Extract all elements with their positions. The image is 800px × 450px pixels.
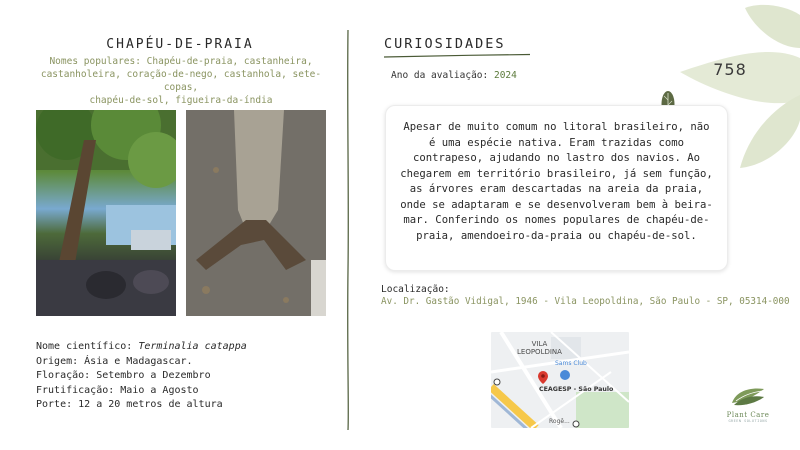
plant-care-logo: [718, 385, 778, 423]
map-poi: Sams Club: [555, 360, 587, 367]
location-map[interactable]: [491, 332, 629, 428]
location-label: Localização:: [381, 284, 450, 295]
logo-name: Plant Care: [726, 411, 770, 419]
size: Porte: 12 a 20 metros de altura: [36, 399, 223, 410]
location-address: Av. Dr. Gastão Vidigal, 1946 - Vila Leopoldina, São Paulo - SP, 05314-000: [381, 296, 790, 307]
title-underline: [384, 53, 530, 59]
map-pin-label: CEAGESP - São Paulo: [539, 386, 614, 393]
tree-info: [36, 340, 247, 413]
curiosity-text-box: Apesar de muito comum no litoral brasileiro, não é uma espécie nativa. Eram trazidas como contrapeso, ajudando no lastro dos navios. Ao chegarem em território brasileiro, já sem função, as árvores eram descartadas na areia da praia, onde se adaptaram e se desenvolveram bem à beira-mar. Conferindo os nomes populares de chapéu-de-praia, amendoeiro-da-praia ou chapéu-de-sol.: [385, 105, 728, 271]
scientific-name: Nome científico: Terminalia catappa: [36, 341, 247, 352]
tree-title: CHAPÉU-DE-PRAIA: [106, 37, 254, 52]
map-street: Rogê...: [549, 418, 570, 425]
curiosities-title: CURIOSIDADES: [384, 36, 506, 52]
flowering: Floração: Setembro a Dezembro: [36, 370, 211, 381]
column-divider: [345, 30, 351, 430]
popular-names: Nomes populares: Chapéu-de-praia, castanheira, castanholeira, coração-de-nego, castanhola, sete-copas, chapéu-de-sol, figueira-da-índia: [40, 56, 322, 106]
fruiting: Frutificação: Maio a Agosto: [36, 384, 199, 396]
tree-photo-trunk: [186, 110, 326, 316]
tree-photo-canopy: [36, 110, 176, 316]
origin: Origem: Ásia e Madagascar.: [36, 355, 193, 367]
logo-tagline: GREEN SOLUTIONS: [728, 419, 768, 423]
evaluation-number: 758: [713, 60, 747, 79]
logo-leaf-icon: [728, 385, 768, 407]
map-district: VILA LEOPOLDINA: [517, 340, 562, 356]
evaluation-year: Ano da avaliação: 2024: [391, 70, 517, 81]
